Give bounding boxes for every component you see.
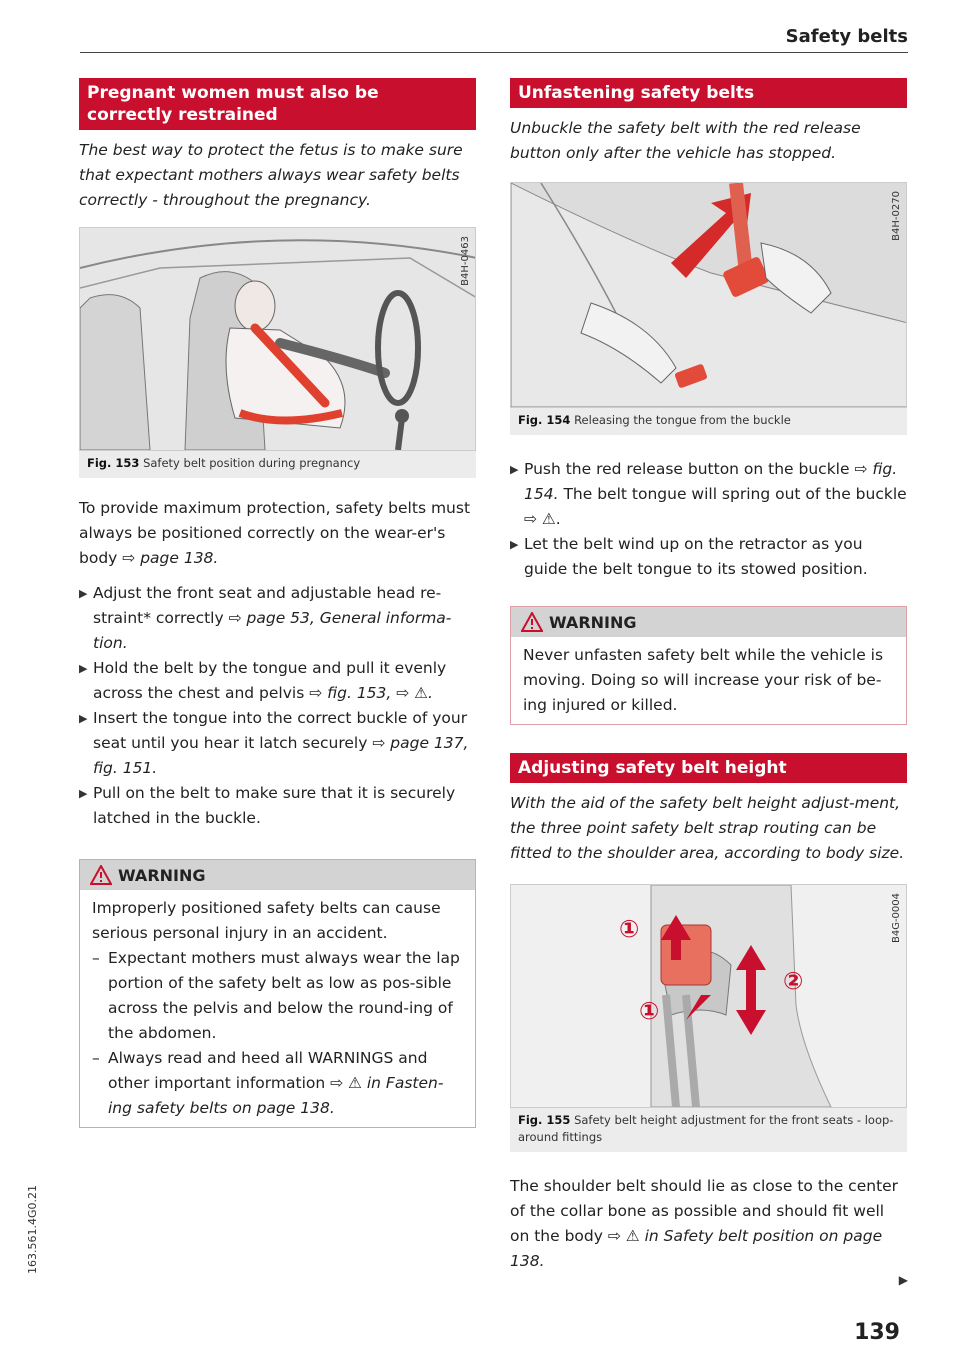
intro-ref[interactable]: ⇨ page 138. [122,549,219,567]
marker-2: ② [783,967,804,995]
figure-label: Fig. 153 [87,456,140,470]
bullet-triangle-icon: ▶ [79,787,88,800]
cross-reference-link[interactable]: in Safety belt position on page 138. [510,1227,883,1270]
figure-code: B4G-0004 [891,893,902,944]
buckle-release-illustration [511,183,907,407]
instruction-list [79,581,476,831]
bullet-triangle-icon: ▶ [79,587,88,600]
list-item: – Expectant mothers must always wear the lap portion of the safety belt as low as pos-sible across the pelvis and below the round-ing of the abdomen. [92,949,460,1042]
figure-code: B4H-0270 [891,191,902,241]
warning-header [80,860,475,890]
figure-154-image [510,182,907,408]
list-item: ▶ Insert the tongue into the correct buckle of your seat until you hear it latch securely ⇨ page 137, fig. 151. [79,706,476,781]
section-heading-unfastening: Unfastening safety belts [510,78,907,108]
cross-reference-link[interactable]: in Fasten-ing safety belts on page 138. [108,1074,444,1117]
intro-text: To provide maximum protection, safety belts must always be positioned correctly on the wear-er's body [79,499,471,567]
document-code: 163.561.4G0.21 [26,1185,39,1274]
list-item: ▶ Push the red release button on the buckle ⇨ fig. 154. The belt tongue will spring out of the buckle ⇨ ⚠. [510,457,907,532]
figure-155-image [510,884,907,1108]
warning-title: WARNING [549,612,637,632]
list-item: ▶ Let the belt wind up on the retractor as you guide the belt tongue to its stowed position. [510,532,907,582]
instruction-list-right [510,457,907,582]
warning-header [511,607,906,637]
header-rule [80,52,908,53]
continue-arrow-icon: ▶ [898,1273,908,1287]
page-number: 139 [854,1320,900,1345]
outro-text: The shoulder belt should lie as close to the center of the collar bone as possible and should fit well on the body ⇨ ⚠ [510,1177,899,1245]
warning-body [80,890,475,1127]
section-lead-pregnant: The best way to protect the fetus is to make sure that expectant mothers always wear safety belts correctly - throughout the pregnancy. [79,141,463,209]
warning-box-left [79,859,476,1128]
section-lead-height: With the aid of the safety belt height adjust-ment, the three point safety belt strap routing can be fitted to the shoulder area, according to body size. [510,794,905,862]
list-item: – Always read and heed all WARNINGS and other important information ⇨ ⚠ in Fasten-ing safety belts on page 138. [92,1049,444,1117]
page-header-title: Safety belts [785,26,908,47]
warning-body: Never unfasten safety belt while the vehicle is moving. Doing so will increase your risk of be-ing injured or killed. [523,646,884,714]
warning-triangle-icon [521,612,543,632]
cross-reference-link[interactable]: ⇨ page 53, General informa-tion. [93,609,452,652]
warning-box-right [510,606,907,725]
figure-caption-text: Safety belt height adjustment for the front seats - loop-around fittings [518,1113,894,1144]
figure-caption-text: Releasing the tongue from the buckle [574,413,791,427]
figure-caption-text: Safety belt position during pregnancy [143,456,361,470]
figure-154-caption [510,408,907,435]
section-heading-pregnant: Pregnant women must also be correctly restrained [79,78,476,130]
pregnant-driver-illustration [80,228,476,450]
right-column [510,78,907,1274]
figure-153-caption [79,451,476,478]
bullet-triangle-icon: ▶ [79,712,88,725]
list-item: ▶ Pull on the belt to make sure that it is securely latched in the buckle. [79,781,476,831]
section-lead-unfastening: Unbuckle the safety belt with the red release button only after the vehicle has stopped. [510,119,861,162]
bullet-triangle-icon: ▶ [79,662,88,675]
cross-reference-link[interactable]: ⇨ page 137, fig. 151. [93,734,469,777]
marker-1-top: ① [619,915,640,943]
intro-paragraph [79,496,476,571]
bullet-triangle-icon: ▶ [510,463,519,476]
figure-153-image [79,227,476,451]
warning-list [92,946,463,1121]
outro-paragraph [510,1174,907,1274]
list-item: ▶ Hold the belt by the tongue and pull it evenly across the chest and pelvis ⇨ fig. 153, ⇨ ⚠. [79,656,476,706]
figure-label: Fig. 154 [518,413,571,427]
bullet-triangle-icon: ▶ [510,538,519,551]
cross-reference-link[interactable]: ⇨ fig. 153, ⇨ ⚠. [309,684,433,702]
warning-intro: Improperly positioned safety belts can cause serious personal injury in an accident. [92,899,441,942]
warning-title: WARNING [118,865,206,885]
list-item: ▶ Adjust the front seat and adjustable head re-straint* correctly ⇨ page 53, General informa-tion. [79,581,476,656]
belt-height-adjuster-illustration [511,885,907,1107]
figure-155-caption [510,1108,907,1152]
warning-triangle-icon [90,865,112,885]
figure-code: B4H-0463 [460,236,471,286]
left-column [79,78,476,1128]
figure-label: Fig. 155 [518,1113,571,1127]
cross-reference-link[interactable]: ⇨ fig. 154. [524,460,898,503]
marker-1-bottom: ① [639,997,660,1025]
section-heading-height: Adjusting safety belt height [510,753,907,783]
